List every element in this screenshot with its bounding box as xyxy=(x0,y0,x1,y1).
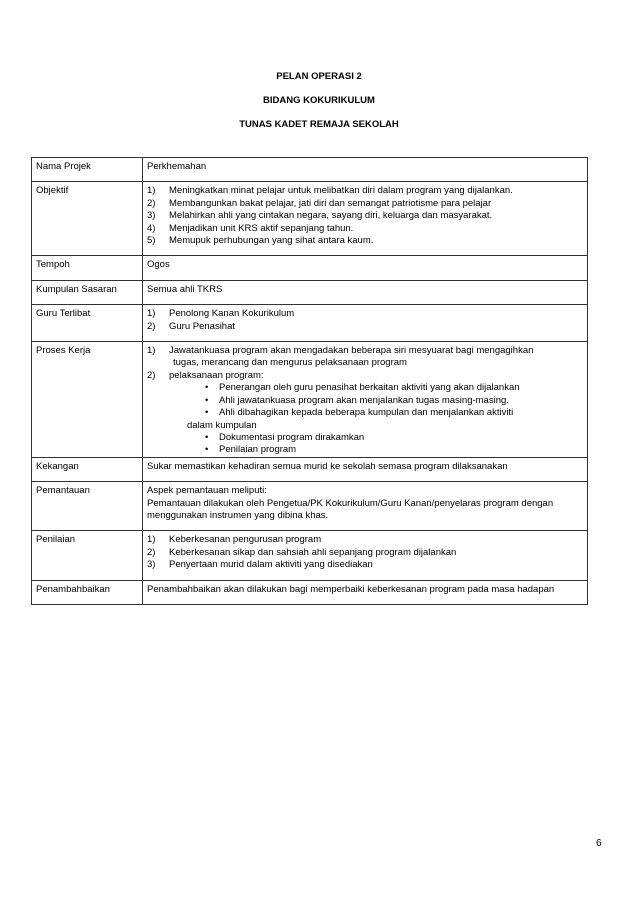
table-row-penambahbaikan xyxy=(32,580,588,604)
table-row-kekangan xyxy=(32,457,588,481)
row-value: Semua ahli TKRS xyxy=(143,280,588,304)
table-row-objektif xyxy=(32,182,588,256)
row-value xyxy=(143,305,588,342)
header-title-1: PELAN OPERASI 2 xyxy=(276,71,362,82)
bullet-item: • Ahli jawatankuasa program akan menjalankan tugas masing-masing. xyxy=(205,394,509,406)
header-title-3: TUNAS KADET REMAJA SEKOLAH xyxy=(239,119,399,130)
header-title-2: BIDANG KOKURIKULUM xyxy=(263,95,375,106)
bullet-icon: • xyxy=(205,407,209,419)
bullet-icon: • xyxy=(205,444,209,456)
row-value xyxy=(143,182,588,256)
row-value: Sukar memastikan kehadiran semua murid ke sekolah semasa program dilaksanakan xyxy=(143,457,588,481)
bullet-icon: • xyxy=(205,394,209,406)
table-row-proses-kerja xyxy=(32,342,588,458)
row-label: Tempoh xyxy=(32,256,143,280)
plan-table xyxy=(31,157,588,605)
row-text: Aspek pemantauan meliputi: xyxy=(147,485,267,497)
list-item: 1) Jawatankuasa program akan mengadakan beberapa siri mesyuarat bagi mengagihkan xyxy=(147,345,534,357)
list-item: 3) Melahirkan ahli yang cintakan negara, sayang diri, keluarga dan masyarakat. xyxy=(147,210,493,222)
bullet-item: • Ahli dibahagikan kepada beberapa kumpulan dan menjalankan aktiviti xyxy=(205,407,514,419)
table-row-nama-projek xyxy=(32,158,588,182)
bullet-item: • Penerangan oleh guru penasihat berkaitan aktiviti yang akan dijalankan xyxy=(205,382,520,394)
document-header xyxy=(0,71,638,131)
list-item: 3) Penyertaan murid dalam aktiviti yang disediakan xyxy=(147,559,373,571)
row-value xyxy=(143,342,588,458)
bullet-icon: • xyxy=(205,431,209,443)
row-label: Guru Terlibat xyxy=(32,305,143,342)
row-label: Kekangan xyxy=(32,457,143,481)
list-item: 2) Keberkesanan sikap dan sahsiah ahli sepanjang program dijalankan xyxy=(147,546,457,558)
list-item: 1) Keberkesanan pengurusan program xyxy=(147,534,322,546)
list-item: 4) Menjadikan unit KRS aktif sepanjang tahun. xyxy=(147,222,354,234)
list-item: 2) pelaksanaan program: xyxy=(147,369,264,381)
list-item: 2) Guru Penasihat xyxy=(147,320,236,332)
row-value: Ogos xyxy=(143,256,588,280)
row-label: Kumpulan Sasaran xyxy=(32,280,143,304)
row-label: Pemantauan xyxy=(32,482,143,531)
list-item: 5) Memupuk perhubungan yang sihat antara kaum. xyxy=(147,235,374,247)
row-label: Penambahbaikan xyxy=(32,580,143,604)
list-item: 1) Penolong Kanan Kokurikulum xyxy=(147,308,295,320)
row-label: Objektif xyxy=(32,182,143,256)
row-label: Nama Projek xyxy=(32,158,143,182)
table-row-penilaian xyxy=(32,531,588,580)
bullet-icon: • xyxy=(205,382,209,394)
row-label: Penilaian xyxy=(32,531,143,580)
row-value: Penambahbaikan akan dilakukan bagi memperbaiki keberkesanan program pada masa hadapan xyxy=(143,580,588,604)
page-number: 6 xyxy=(596,838,602,849)
row-text: Pemantauan dilakukan oleh Pengetua/PK Kokurikulum/Guru Kanan/penyelaras program dengan menggunakan instrumen yang dibina khas. xyxy=(147,497,554,521)
row-label: Proses Kerja xyxy=(32,342,143,458)
list-item: 1) Meningkatkan minat pelajar untuk melibatkan diri dalam program yang dijalankan. xyxy=(147,185,513,197)
table-row-tempoh xyxy=(32,256,588,280)
row-value xyxy=(143,531,588,580)
row-value xyxy=(143,482,588,531)
table-row-kumpulan-sasaran xyxy=(32,280,588,304)
list-item: 2) Membangunkan bakat pelajar, jati diri dan semangat patriotisme para pelajar xyxy=(147,197,492,209)
bullet-item: • Dokumentasi program dirakamkan xyxy=(205,431,365,443)
table-row-guru-terlibat xyxy=(32,305,588,342)
list-item-continuation: tugas, merancang dan mengurus pelaksanaan program xyxy=(173,357,407,369)
row-value: Perkhemahan xyxy=(143,158,588,182)
bullet-continuation: dalam kumpulan xyxy=(187,419,257,431)
bullet-item: • Penilaian program xyxy=(205,444,297,456)
table-row-pemantauan xyxy=(32,482,588,531)
